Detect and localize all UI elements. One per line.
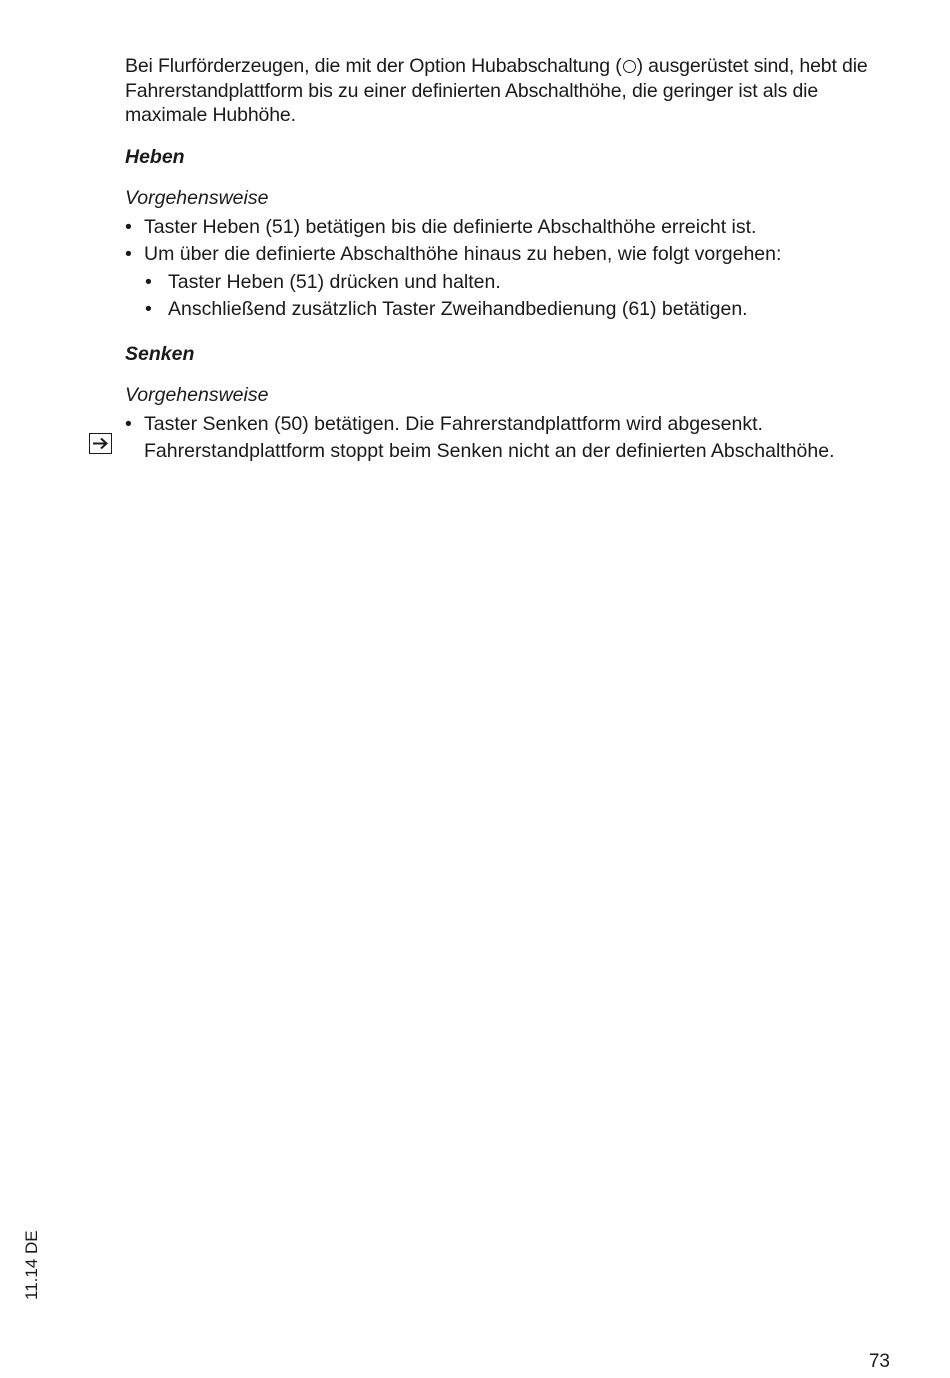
bullet-icon: • bbox=[125, 215, 132, 238]
senken-steps-list bbox=[125, 412, 895, 437]
list-item bbox=[125, 215, 895, 240]
substep-text: Anschließend zusätzlich Taster Zweihandbedienung (61) betätigen. bbox=[168, 298, 748, 320]
page-content bbox=[125, 54, 895, 464]
intro-text-start: Bei Flurförderzeugen, die mit der Option Hubabschaltung ( bbox=[125, 55, 622, 77]
list-item bbox=[125, 242, 895, 267]
substep-text: Taster Heben (51) drücken und halten. bbox=[168, 270, 501, 293]
intro-paragraph bbox=[125, 54, 895, 128]
page-number: 73 bbox=[868, 1351, 890, 1372]
note-line bbox=[125, 439, 895, 464]
bullet-icon: • bbox=[125, 243, 132, 265]
note-text: Fahrerstandplattform stoppt beim Senken nicht an der definierten Abschalthöhe. bbox=[144, 440, 835, 462]
bullet-icon: • bbox=[145, 298, 152, 320]
arrow-right-box-icon bbox=[89, 433, 112, 454]
section-heading-senken: Senken bbox=[125, 342, 195, 365]
step-text: Taster Heben (51) betätigen bis die definierte Abschalthöhe erreicht ist. bbox=[144, 215, 757, 238]
step-text: Um über die definierte Abschalthöhe hinaus zu heben, wie folgt vorgehen: bbox=[144, 243, 782, 265]
list-item bbox=[125, 412, 895, 437]
procedure-label-heben: Vorgehensweise bbox=[125, 187, 269, 209]
edition-code: 11.14 DE bbox=[22, 1230, 41, 1300]
step-text: Taster Senken (50) betätigen. Die Fahrerstandplattform wird abgesenkt. bbox=[144, 412, 763, 435]
intro-text-end: ) ausgerüstet sind, hebt die Fahrerstandplattform bis zu einer definierten Abschalthöhe, die geringer ist als die maximale Hubhöhe. bbox=[125, 55, 868, 126]
heben-steps-list bbox=[125, 215, 895, 322]
bullet-icon: • bbox=[145, 270, 152, 293]
arrow-right-icon bbox=[92, 437, 109, 450]
procedure-label-senken: Vorgehensweise bbox=[125, 384, 269, 406]
sub-list-item bbox=[125, 297, 895, 322]
bullet-icon: • bbox=[125, 412, 132, 435]
optional-equipment-circle-icon bbox=[623, 60, 636, 73]
section-heading-heben: Heben bbox=[125, 145, 185, 168]
sub-list-item bbox=[125, 270, 895, 295]
